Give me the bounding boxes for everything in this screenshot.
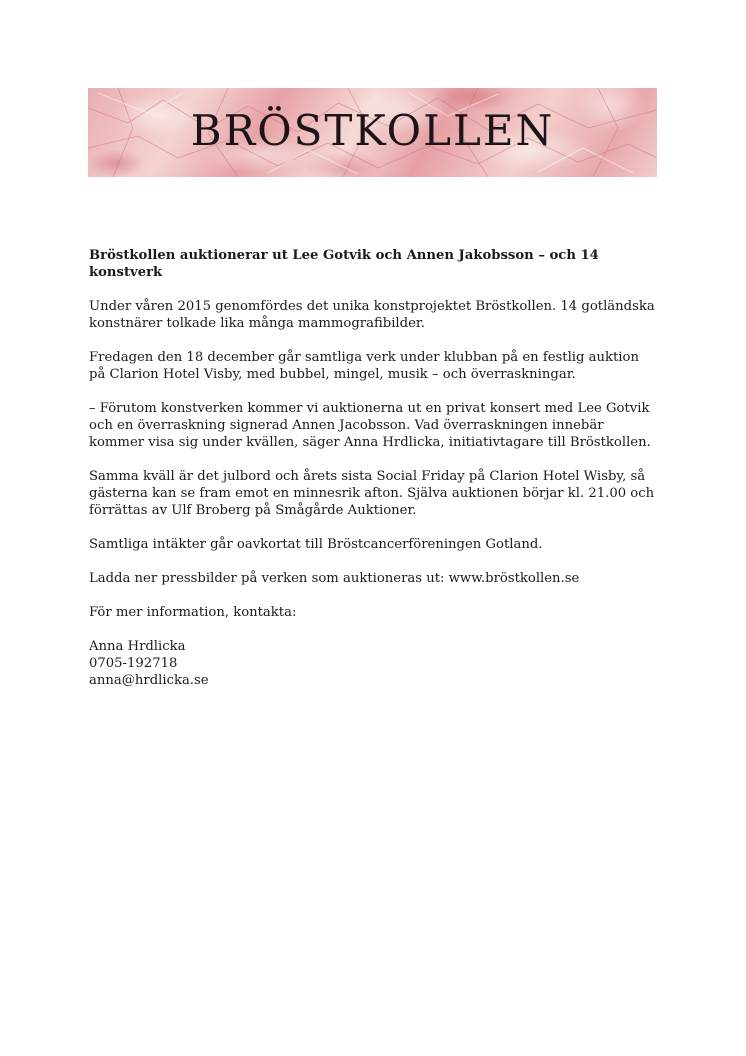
paragraph-auction: Fredagen den 18 december går samtliga verk under klubban på en festlig auktion på Clarion Hotel Visby, med bubbel, mingel, musik – och överraskningar.	[89, 350, 639, 382]
press-release-body	[89, 247, 659, 706]
header-banner	[88, 88, 657, 177]
paragraph-contact-intro: För mer information, kontakta:	[89, 605, 297, 620]
headline: Bröstkollen auktionerar ut Lee Gotvik och Annen Jakobsson – och 14 konstverk	[89, 248, 599, 280]
contact-name: Anna Hrdlicka	[89, 639, 186, 654]
contact-phone: 0705-192718	[89, 656, 178, 671]
contact-email: anna@hrdlicka.se	[89, 673, 209, 688]
paragraph-evening: Samma kväll är det julbord och årets sista Social Friday på Clarion Hotel Wisby, så gästerna kan se fram emot en minnesrik afton. Själva auktionen börjar kl. 21.00 och förrättas av Ulf Broberg på Smågårde Auktioner.	[89, 469, 655, 518]
paragraph-quote: – Förutom konstverken kommer vi auktionerna ut en privat konsert med Lee Gotvik och en överraskning signerad Annen Jacobsson. Vad överraskningen innebär kommer visa sig under kvällen, säger Anna Hrdlicka, initiativtagare till Bröstkollen.	[89, 401, 651, 450]
paragraph-press-images: Ladda ner pressbilder på verken som auktioneras ut: www.bröstkollen.se	[89, 571, 580, 586]
banner-title: BRÖSTKOLLEN	[190, 106, 555, 155]
paragraph-proceeds: Samtliga intäkter går oavkortat till Bröstcancerföreningen Gotland.	[89, 537, 543, 552]
paragraph-intro: Under våren 2015 genomfördes det unika konstprojektet Bröstkollen. 14 gotländska konstnärer tolkade lika många mammografibilder.	[89, 299, 655, 331]
contact-block	[89, 638, 659, 689]
